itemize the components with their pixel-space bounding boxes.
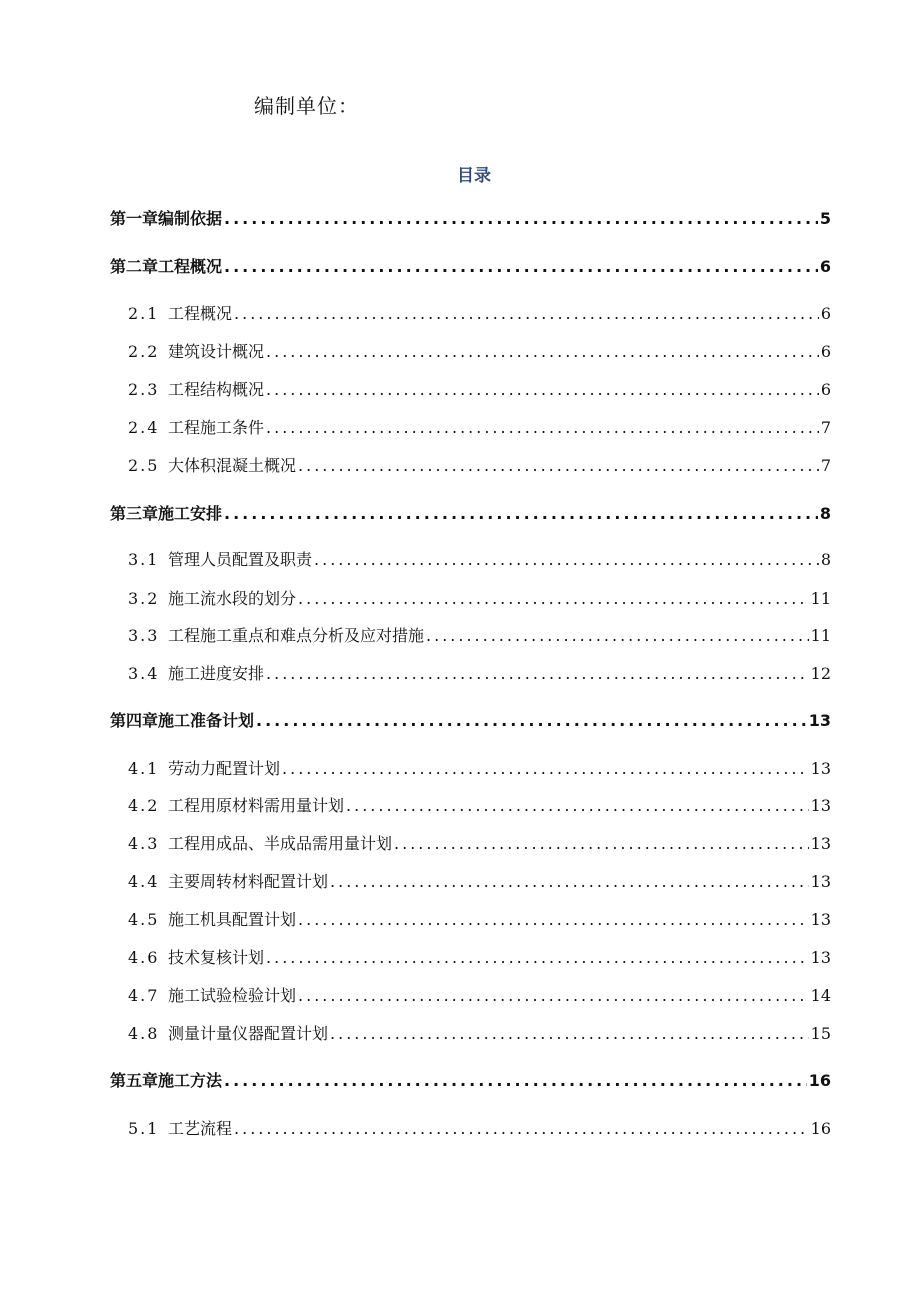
toc-leader <box>330 1022 809 1046</box>
toc-entry-page: 16 <box>810 1119 831 1138</box>
toc-entry[interactable] <box>128 454 831 478</box>
toc-leader <box>394 832 809 856</box>
toc-entry-page: 7 <box>820 418 831 437</box>
toc-entry-title: 主要周转材料配置计划 <box>168 872 329 891</box>
toc-entry-title: 工程概况 <box>168 304 233 323</box>
toc-entry-page: 13 <box>810 910 831 929</box>
toc-entry[interactable] <box>128 662 831 686</box>
toc-entry-title: 第四章施工准备计划 <box>110 711 255 730</box>
toc-entry-number: 4.3 <box>128 834 160 853</box>
org-label: 编制单位： <box>254 94 359 118</box>
toc-entry-title: 技术复核计划 <box>168 948 265 967</box>
toc-entry-number: 3.1 <box>128 550 160 569</box>
toc-entry-page: 13 <box>810 834 831 853</box>
toc-leader <box>266 378 819 402</box>
toc-entry-title: 工艺流程 <box>168 1119 233 1138</box>
toc-entry[interactable] <box>128 302 831 326</box>
toc-entry-page: 8 <box>820 550 831 569</box>
toc-entry-title: 施工流水段的划分 <box>168 589 297 608</box>
toc-entry-page: 6 <box>819 257 831 276</box>
toc-entry-number: 2.2 <box>128 342 160 361</box>
toc-leader <box>224 502 818 526</box>
toc-entry-number: 3.4 <box>128 664 160 683</box>
toc-entry-page: 7 <box>820 456 831 475</box>
toc-leader <box>266 946 809 970</box>
toc-entry-number: 2.3 <box>128 380 160 399</box>
toc-entry[interactable] <box>128 1117 831 1141</box>
toc-entry-title: 工程结构概况 <box>168 380 265 399</box>
toc-leader <box>256 709 807 733</box>
toc-entry-title: 建筑设计概况 <box>168 342 265 361</box>
toc-entry[interactable] <box>110 502 831 526</box>
toc-leader <box>298 454 819 478</box>
toc-entry[interactable] <box>110 255 831 279</box>
toc-entry-page: 5 <box>819 209 831 228</box>
toc-leader <box>266 340 819 364</box>
toc-entry-number: 2.1 <box>128 304 160 323</box>
toc-entry-title: 施工试验检验计划 <box>168 986 297 1005</box>
toc-entry-number: 4.5 <box>128 910 160 929</box>
toc-entry-title: 施工机具配置计划 <box>168 910 297 929</box>
toc-entry[interactable] <box>128 984 831 1008</box>
toc-entry-number: 4.1 <box>128 759 160 778</box>
toc-entry-title: 工程用原材料需用量计划 <box>168 796 345 815</box>
toc-title: 目录 <box>457 166 491 186</box>
toc-entry-page: 13 <box>810 796 831 815</box>
toc-entry[interactable] <box>128 870 831 894</box>
toc-entry-number: 5.1 <box>128 1119 160 1138</box>
toc-entry-page: 16 <box>808 1071 831 1090</box>
toc-entry[interactable] <box>128 946 831 970</box>
toc-entry-page: 13 <box>810 948 831 967</box>
toc-leader <box>224 255 818 279</box>
toc-entry-number: 4.8 <box>128 1024 160 1043</box>
toc-leader <box>426 624 809 648</box>
toc-entry-page: 11 <box>810 626 831 645</box>
toc-entry[interactable] <box>128 794 831 818</box>
toc-leader <box>266 416 819 440</box>
toc-entry[interactable] <box>128 757 831 781</box>
toc-leader <box>282 757 809 781</box>
toc-entry-page: 13 <box>808 711 831 730</box>
toc-entry[interactable] <box>128 416 831 440</box>
toc-entry[interactable] <box>128 1022 831 1046</box>
toc-entry-title: 测量计量仪器配置计划 <box>168 1024 329 1043</box>
toc-leader <box>224 1069 807 1093</box>
toc-entry[interactable] <box>128 340 831 364</box>
toc-entry-page: 8 <box>819 504 831 523</box>
toc-entry-title: 工程施工重点和难点分析及应对措施 <box>168 626 425 645</box>
toc-entry-page: 6 <box>820 342 831 361</box>
toc-entry-page: 13 <box>810 872 831 891</box>
toc-entry-number: 4.7 <box>128 986 160 1005</box>
toc-entry[interactable] <box>128 908 831 932</box>
toc-leader <box>298 908 809 932</box>
toc-entry[interactable] <box>128 548 831 572</box>
toc-entry[interactable] <box>110 1069 831 1093</box>
toc-leader <box>234 302 819 326</box>
toc-entry-title: 第三章施工安排 <box>110 504 223 523</box>
toc-leader <box>298 587 809 611</box>
toc-entry-title: 工程用成品、半成品需用量计划 <box>168 834 393 853</box>
toc-entry-title: 大体积混凝土概况 <box>168 456 297 475</box>
toc-entry-number: 4.6 <box>128 948 160 967</box>
toc-leader <box>330 870 809 894</box>
toc-entry-number: 2.4 <box>128 418 160 437</box>
toc-entry-title: 第一章编制依据 <box>110 209 223 228</box>
toc-entry-number: 2.5 <box>128 456 160 475</box>
toc-entry[interactable] <box>110 207 831 231</box>
toc-entry-title: 管理人员配置及职责 <box>168 550 313 569</box>
toc-leader <box>314 548 819 572</box>
toc-entry-page: 6 <box>820 380 831 399</box>
toc-entry[interactable] <box>128 587 831 611</box>
toc-entry-page: 12 <box>810 664 831 683</box>
toc-entry-title: 第五章施工方法 <box>110 1071 223 1090</box>
toc-entry-number: 4.2 <box>128 796 160 815</box>
toc-entry-title: 劳动力配置计划 <box>168 759 281 778</box>
toc-leader <box>346 794 809 818</box>
toc-entry-page: 13 <box>810 759 831 778</box>
toc-entry-title: 第二章工程概况 <box>110 257 223 276</box>
toc-leader <box>298 984 809 1008</box>
toc-entry-page: 11 <box>810 589 831 608</box>
toc-entry-number: 3.3 <box>128 626 160 645</box>
toc-leader <box>234 1117 809 1141</box>
toc-leader <box>224 207 818 231</box>
toc-leader <box>266 662 809 686</box>
toc-entry-number: 3.2 <box>128 589 160 608</box>
toc-entry[interactable] <box>128 378 831 402</box>
toc-entry[interactable] <box>110 709 831 733</box>
toc-entry-title: 施工进度安排 <box>168 664 265 683</box>
toc-entry[interactable] <box>128 624 831 648</box>
toc-entry-page: 15 <box>810 1024 831 1043</box>
toc-entry[interactable] <box>128 832 831 856</box>
toc-entry-title: 工程施工条件 <box>168 418 265 437</box>
toc-entry-page: 14 <box>810 986 831 1005</box>
toc-entry-page: 6 <box>820 304 831 323</box>
toc-entry-number: 4.4 <box>128 872 160 891</box>
